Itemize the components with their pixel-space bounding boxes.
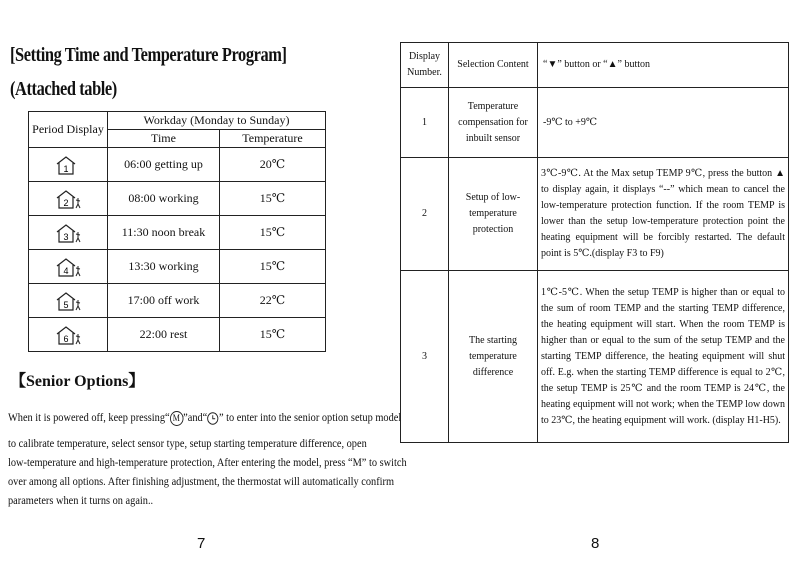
row-content: Temperature compensation for inbuilt sensor [449, 88, 538, 158]
period-table [28, 111, 326, 352]
table-row [29, 318, 326, 352]
row-number: 3 [401, 271, 449, 443]
house-period-icon [55, 223, 81, 243]
time-cell: 11:30 noon break [108, 216, 220, 250]
period-number: 5 [63, 299, 69, 310]
period-display-cell [29, 318, 108, 352]
period-number: 2 [63, 197, 69, 208]
row-description: 1℃-5℃. When the setup TEMP is higher than or equal to the sum of room TEMP and the starting TEMP difference, the heating equipment will start. When the room TEMP is higher than or equal to the sum of the setup TEMP and the starting TEMP difference, the heating equipment will shut off. E.g. when the starting TEMP difference is equal to 2℃, the setup TEMP is 25℃ and the room TEMP is 24℃, the heating equipment will not work; when the TEMP low down to 23℃, the heating equipment will work. (display H1-H5). [538, 271, 789, 443]
header-temperature: Temperature [220, 130, 326, 148]
table-row [29, 284, 326, 318]
period-number: 1 [63, 163, 69, 174]
temperature-cell: 15℃ [220, 318, 326, 352]
period-number: 3 [63, 231, 69, 242]
senior-paragraph-line-4: over among all options. After finishing adjustment, the thermostat will automatically confirm [8, 476, 395, 488]
senior-paragraph-line-5: parameters when it turns on again.. [8, 495, 154, 507]
temperature-cell: 15℃ [220, 216, 326, 250]
period-number: 6 [63, 333, 69, 344]
senior-options-table [400, 42, 789, 443]
house-period-icon [55, 291, 81, 311]
page-number-left: 7 [197, 535, 206, 552]
table-row [401, 271, 789, 443]
senior-paragraph-line-3: low-temperature and high-temperature protection, After entering the model, press “M” to switch [8, 457, 407, 469]
time-cell: 06:00 getting up [108, 148, 220, 182]
up-arrow-icon: ▲ [607, 59, 618, 70]
senior-paragraph-line-2: to calibrate temperature, select sensor type, setup starting temperature difference, open [8, 438, 367, 450]
senior-paragraph-line-1: When it is powered off, keep pressing“ M ”and“ ” to enter into the senior option setup model [8, 412, 402, 425]
table-row [401, 88, 789, 158]
temperature-cell: 15℃ [220, 182, 326, 216]
page-title: [Setting Time and Temperature Program] [10, 44, 287, 66]
time-cell: 22:00 rest [108, 318, 220, 352]
table-row [29, 216, 326, 250]
header-display-number: Display Number. [401, 43, 449, 88]
period-display-cell [29, 250, 108, 284]
period-display-cell [29, 216, 108, 250]
table-row [29, 250, 326, 284]
row-content: The starting temperature difference [449, 271, 538, 443]
house-period-icon [55, 257, 81, 277]
period-display-cell [29, 182, 108, 216]
period-number: 4 [63, 265, 69, 276]
temperature-cell: 20℃ [220, 148, 326, 182]
row-description: 3℃-9℃. At the Max setup TEMP 9℃, press the button ▲ to display again, it displays “--” which mean to cancel the low-temperature protection function. If the room TEMP is lower than the setup low-temperature protection point the heating equipment will be forcibly restarted. The default point is 5℃.(display F3 to F9) [538, 158, 789, 271]
table-caption: (Attached table) [10, 78, 117, 100]
row-content: Setup of low-temperature protection [449, 158, 538, 271]
header-buttons: “▼” button or “▲” button [538, 43, 789, 88]
row-description: -9℃ to +9℃ [538, 88, 789, 158]
page-number-right: 8 [591, 535, 600, 552]
header-period-display: Period Display [29, 112, 108, 148]
clock-icon [207, 412, 219, 425]
house-period-icon [55, 189, 81, 209]
period-display-cell [29, 148, 108, 182]
time-cell: 08:00 working [108, 182, 220, 216]
down-arrow-icon: ▼ [547, 59, 558, 70]
table-row [29, 182, 326, 216]
temperature-cell: 22℃ [220, 284, 326, 318]
period-display-cell [29, 284, 108, 318]
header-selection-content: Selection Content [449, 43, 538, 88]
house-period-icon [55, 155, 81, 175]
table-row [401, 158, 789, 271]
house-period-icon [55, 325, 81, 345]
row-number: 1 [401, 88, 449, 158]
time-cell: 13:30 working [108, 250, 220, 284]
senior-options-heading: 【Senior Options】 [10, 373, 145, 390]
row-number: 2 [401, 158, 449, 271]
header-time: Time [108, 130, 220, 148]
m-key-icon: M [170, 411, 184, 426]
header-workday: Workday (Monday to Sunday) [108, 112, 326, 130]
time-cell: 17:00 off work [108, 284, 220, 318]
table-row [29, 148, 326, 182]
temperature-cell: 15℃ [220, 250, 326, 284]
